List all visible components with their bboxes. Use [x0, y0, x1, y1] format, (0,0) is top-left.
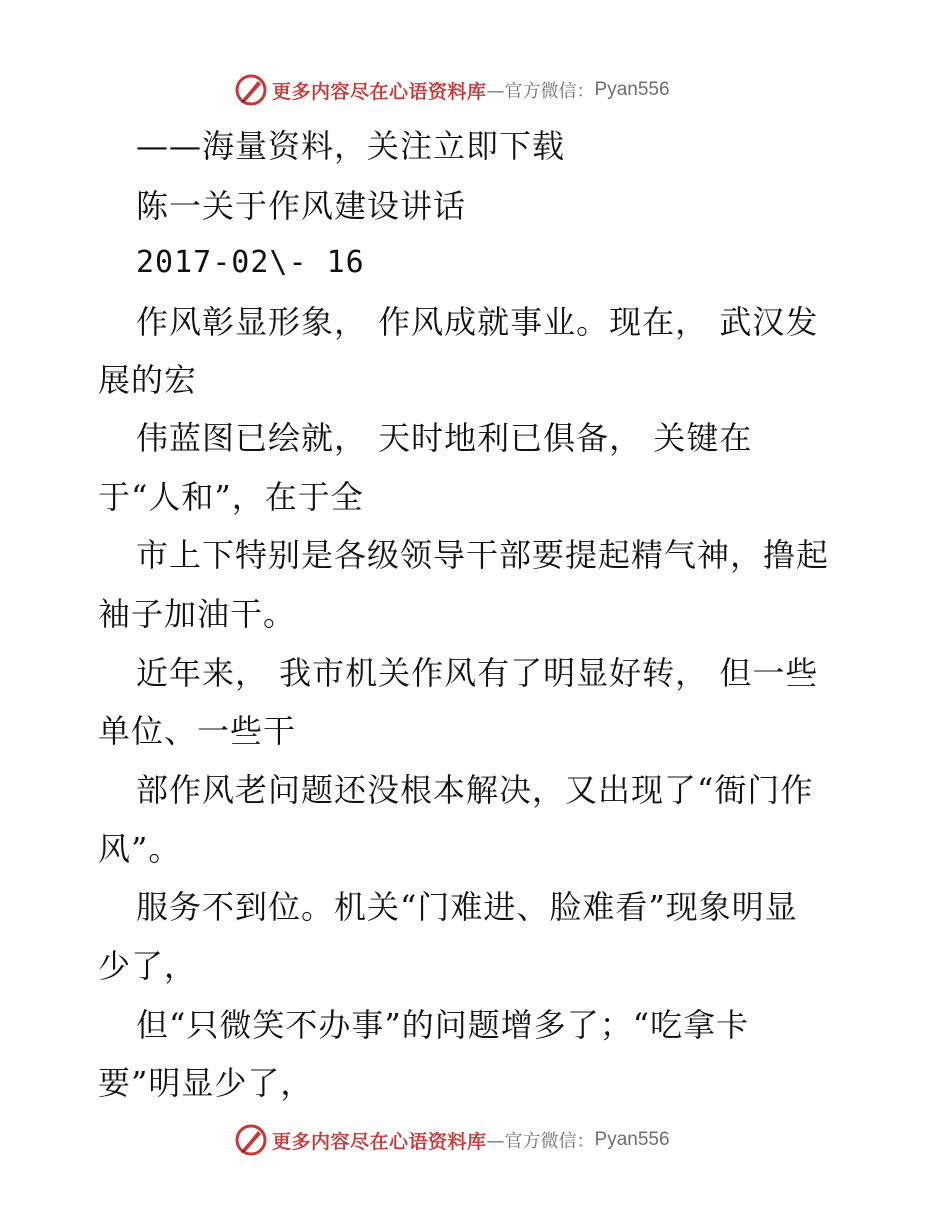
body-line: 伟蓝图已绘就， 天时地利已俱备， 关键在	[136, 419, 753, 457]
pen-logo-icon	[234, 1123, 268, 1157]
banner-wechat-label: —官方微信：	[486, 81, 595, 102]
body-line: 部作风老问题还没根本解决，又出现了“衙门作	[136, 771, 814, 809]
body-line: 少了，	[98, 947, 198, 985]
document-date: 2017-02\- 16	[136, 245, 365, 280]
body-line: 但“只微笑不办事”的问题增多了；“吃拿卡	[136, 1006, 750, 1044]
body-line: 于“人和”，在于全	[98, 478, 364, 516]
pen-logo-icon	[234, 73, 268, 107]
banner-title: 更多内容尽在心语资料库	[272, 80, 487, 103]
document-title: 陈一关于作风建设讲话	[136, 187, 467, 225]
body-line: 袖子加油干。	[98, 595, 297, 633]
body-line: 近年来， 我市机关作风有了明显好转， 但一些	[136, 654, 819, 692]
body-line: 展的宏	[98, 361, 198, 399]
footer-banner	[234, 1122, 670, 1158]
banner-wechat-label: —官方微信：	[486, 1131, 595, 1152]
banner-wechat-id: Pyan556	[594, 79, 670, 100]
body-line: 风”。	[98, 830, 182, 868]
body-line: 要”明显少了，	[98, 1064, 314, 1102]
header-banner	[234, 72, 670, 108]
banner-title: 更多内容尽在心语资料库	[272, 1130, 487, 1153]
body-line: 作风彰显形象， 作风成就事业。现在， 武汉发	[136, 303, 819, 341]
body-line: 服务不到位。机关“门难进、脸难看”现象明显	[136, 888, 798, 926]
body-line: 单位、一些干	[98, 712, 297, 750]
body-line: 市上下特别是各级领导干部要提起精气神，撸起	[136, 536, 830, 574]
banner-wechat-id: Pyan556	[594, 1129, 670, 1150]
body-line: ——海量资料，关注立即下载	[136, 127, 566, 165]
